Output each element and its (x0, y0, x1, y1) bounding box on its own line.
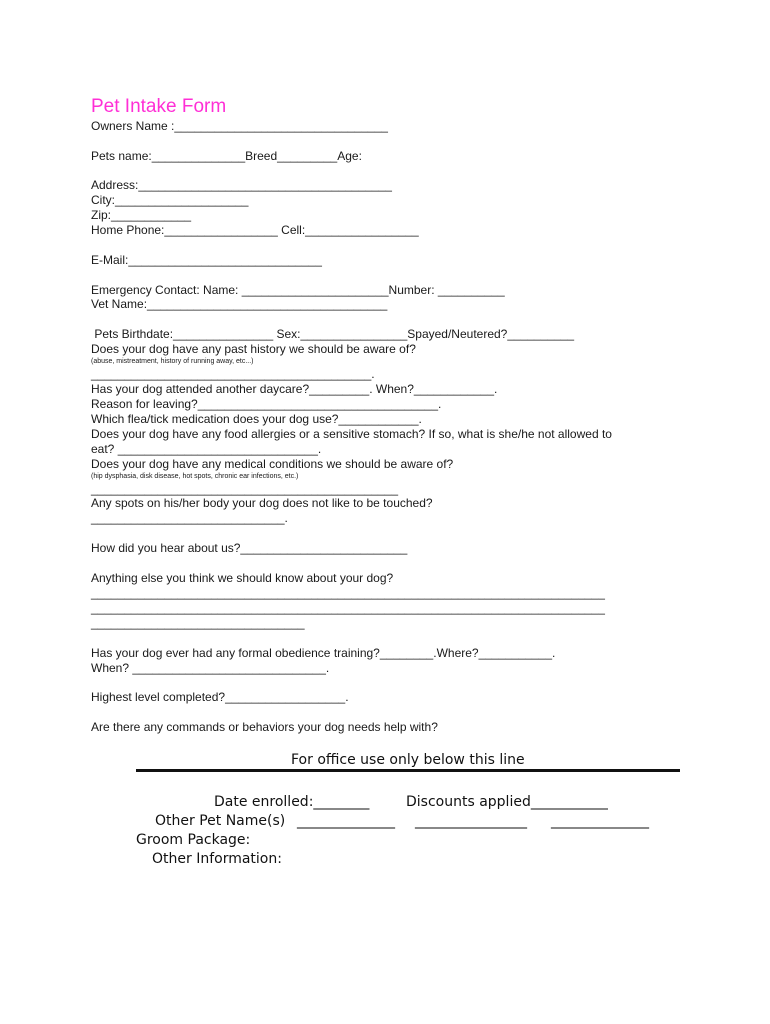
medical-conditions-question: Does your dog have any medical conditions we should be aware of? (91, 457, 454, 471)
birthdate-sex-spayed-field: Pets Birthdate:_______________ Sex:________________Spayed/Neutered?__________ (91, 327, 575, 341)
other-pet-name-blank-3: ______________ (551, 813, 649, 829)
past-history-hint: (abuse, mistreatment, history of running away, etc...) (91, 358, 254, 365)
anything-else-blank-3: ________________________________ (91, 616, 305, 630)
allergies-blank: eat? ______________________________. (91, 442, 322, 456)
other-information-label: Other Information: (152, 851, 282, 867)
medical-conditions-blank: ______________________________________________ (91, 482, 398, 496)
commands-behaviors-question: Are there any commands or behaviors your dog needs help with? (91, 720, 438, 734)
discounts-applied-field: Discounts applied___________ (406, 794, 608, 810)
zip-field: Zip:____________ (91, 208, 192, 222)
training-when-field: When? _____________________________. (91, 661, 330, 675)
city-field: City:____________________ (91, 193, 249, 207)
past-history-question: Does your dog have any past history we should be aware of? (91, 342, 416, 356)
other-pet-name-blank-1: ______________ (297, 813, 395, 829)
reason-leaving-field: Reason for leaving?____________________________________. (91, 397, 442, 411)
other-pet-name-blank-2: ________________ (415, 813, 527, 829)
phone-field: Home Phone:_________________ Cell:_________________ (91, 223, 419, 237)
form-title: Pet Intake Form (91, 96, 227, 117)
medical-conditions-hint: (hip dysphasia, disk disease, hot spots, chronic ear infections, etc.) (91, 473, 299, 480)
hear-about-us-field: How did you hear about us?_________________________ (91, 541, 408, 555)
obedience-training-question: Has your dog ever had any formal obedience training?________.Where?___________. (91, 646, 556, 660)
anything-else-question: Anything else you think we should know about your dog? (91, 571, 394, 585)
daycare-question: Has your dog attended another daycare?_________. When?____________. (91, 382, 498, 396)
address-field: Address:______________________________________ (91, 178, 392, 192)
allergies-question: Does your dog have any food allergies or a sensitive stomach? If so, what is she/he not allowed to (91, 427, 612, 441)
other-pet-names-label: Other Pet Name(s) (155, 813, 286, 829)
groom-package-label: Groom Package: (136, 832, 251, 848)
owners-name-field: Owners Name :________________________________ (91, 119, 388, 133)
flea-tick-question: Which flea/tick medication does your dog use?____________. (91, 412, 422, 426)
touch-spots-question: Any spots on his/her body your dog does not like to be touched? (91, 496, 433, 510)
office-use-heading: For office use only below this line (291, 752, 525, 768)
emergency-contact-field: Emergency Contact: Name: ______________________Number: __________ (91, 283, 505, 297)
highest-level-field: Highest level completed?__________________. (91, 690, 349, 704)
date-enrolled-field: Date enrolled:________ (214, 794, 370, 810)
vet-name-field: Vet Name:____________________________________ (91, 297, 388, 311)
anything-else-blank-2: _____________________________________________________________________________ (91, 601, 605, 615)
office-use-divider (136, 769, 680, 772)
anything-else-blank-1: _____________________________________________________________________________ (91, 586, 605, 600)
email-field: E-Mail:_____________________________ (91, 253, 322, 267)
past-history-blank: __________________________________________. (91, 367, 375, 381)
touch-spots-blank: _____________________________. (91, 511, 288, 525)
pets-name-breed-age-field: Pets name:______________Breed_________Age: (91, 149, 362, 163)
